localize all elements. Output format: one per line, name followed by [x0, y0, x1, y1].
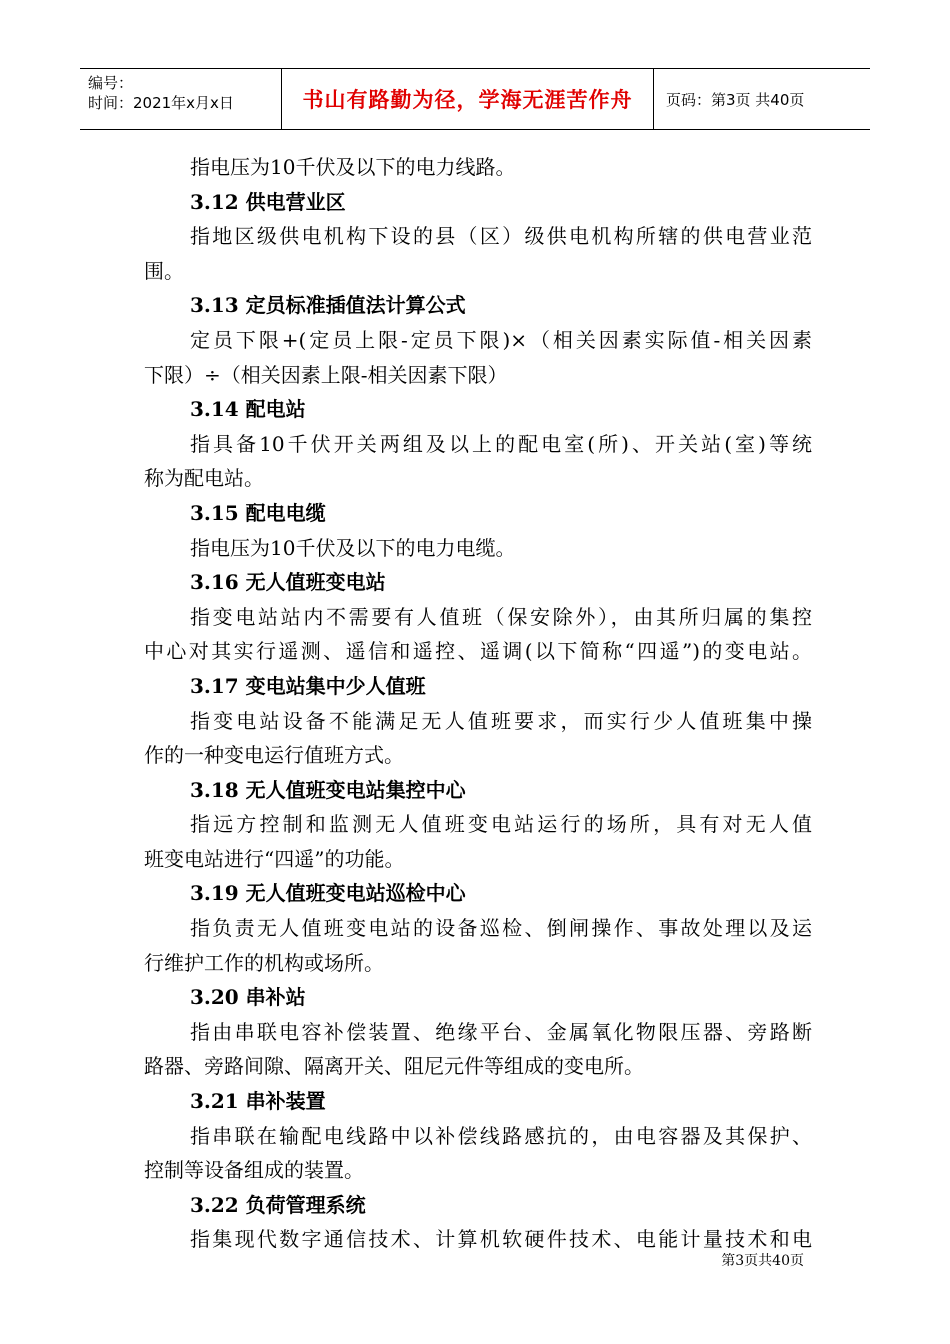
page-footer: 第3页共40页 — [721, 1253, 804, 1269]
body-line: 下限）÷（相关因素上限-相关因素下限） — [144, 362, 508, 387]
body-line: 行维护工作的机构或场所。 — [144, 950, 384, 975]
body-line: 围。 — [144, 258, 184, 283]
body-line: 班变电站进行“四遥”的功能。 — [144, 846, 405, 871]
section-heading: 3.14 配电站 — [190, 397, 306, 422]
section-heading: 3.20 串补站 — [190, 985, 306, 1010]
section-heading: 3.13 定员标准插值法计算公式 — [190, 293, 466, 318]
section-heading: 3.21 串补装置 — [190, 1089, 326, 1114]
header-meta — [80, 69, 282, 129]
body-line: 路器、旁路间隙、隔离开关、阻尼元件等组成的变电所。 — [144, 1054, 644, 1079]
body-line: 指变电站设备不能满足无人值班要求，而实行少人值班集中操 — [190, 708, 812, 733]
section-heading: 3.19 无人值班变电站巡检中心 — [190, 881, 466, 906]
section-heading: 3.15 配电电缆 — [190, 500, 326, 525]
document-body — [144, 150, 812, 1257]
body-line: 指远方控制和监测无人值班变电站运行的场所，具有对无人值 — [190, 812, 812, 837]
body-line: 指地区级供电机构下设的县（区）级供电机构所辖的供电营业范 — [190, 224, 812, 249]
section-heading: 3.22 负荷管理系统 — [190, 1192, 366, 1217]
body-line: 中心对其实行遥测、遥信和遥控、遥调(以下简称“四遥”)的变电站。 — [144, 639, 812, 664]
document-number-label: 编号： — [88, 74, 134, 92]
header-page-info: 页码：第3页 共40页 — [666, 90, 805, 109]
body-line: 指集现代数字通信技术、计算机软硬件技术、电能计量技术和电 — [190, 1227, 812, 1252]
page-header — [80, 68, 870, 130]
body-line: 指电压为10千伏及以下的电力线路。 — [190, 155, 516, 179]
body-line: 控制等设备组成的装置。 — [144, 1158, 364, 1183]
body-line: 指由串联电容补偿装置、绝缘平台、金属氧化物限压器、旁路断 — [190, 1019, 812, 1044]
body-line: 指具备10千伏开关两组及以上的配电室(所)、开关站(室)等统 — [190, 431, 812, 456]
section-heading: 3.12 供电营业区 — [190, 189, 346, 214]
body-line: 称为配电站。 — [144, 466, 264, 491]
body-line: 指变电站站内不需要有人值班（保安除外），由其所归属的集控 — [190, 604, 812, 629]
body-line: 指串联在输配电线路中以补偿线路感抗的，由电容器及其保护、 — [190, 1123, 812, 1148]
section-heading: 3.18 无人值班变电站集控中心 — [190, 777, 466, 802]
document-date: 时间：2021年x月x日 — [88, 94, 234, 112]
header-motto: 书山有路勤为径，学海无涯苦作舟 — [282, 69, 654, 129]
body-line: 定员下限+(定员上限-定员下限)×（相关因素实际值-相关因素 — [190, 327, 812, 352]
body-line: 指电压为10千伏及以下的电力电缆。 — [190, 535, 516, 560]
body-line: 作的一种变电运行值班方式。 — [144, 743, 404, 768]
section-heading: 3.16 无人值班变电站 — [190, 570, 386, 595]
body-line: 指负责无人值班变电站的设备巡检、倒闸操作、事故处理以及运 — [190, 916, 812, 941]
section-heading: 3.17 变电站集中少人值班 — [190, 673, 426, 698]
